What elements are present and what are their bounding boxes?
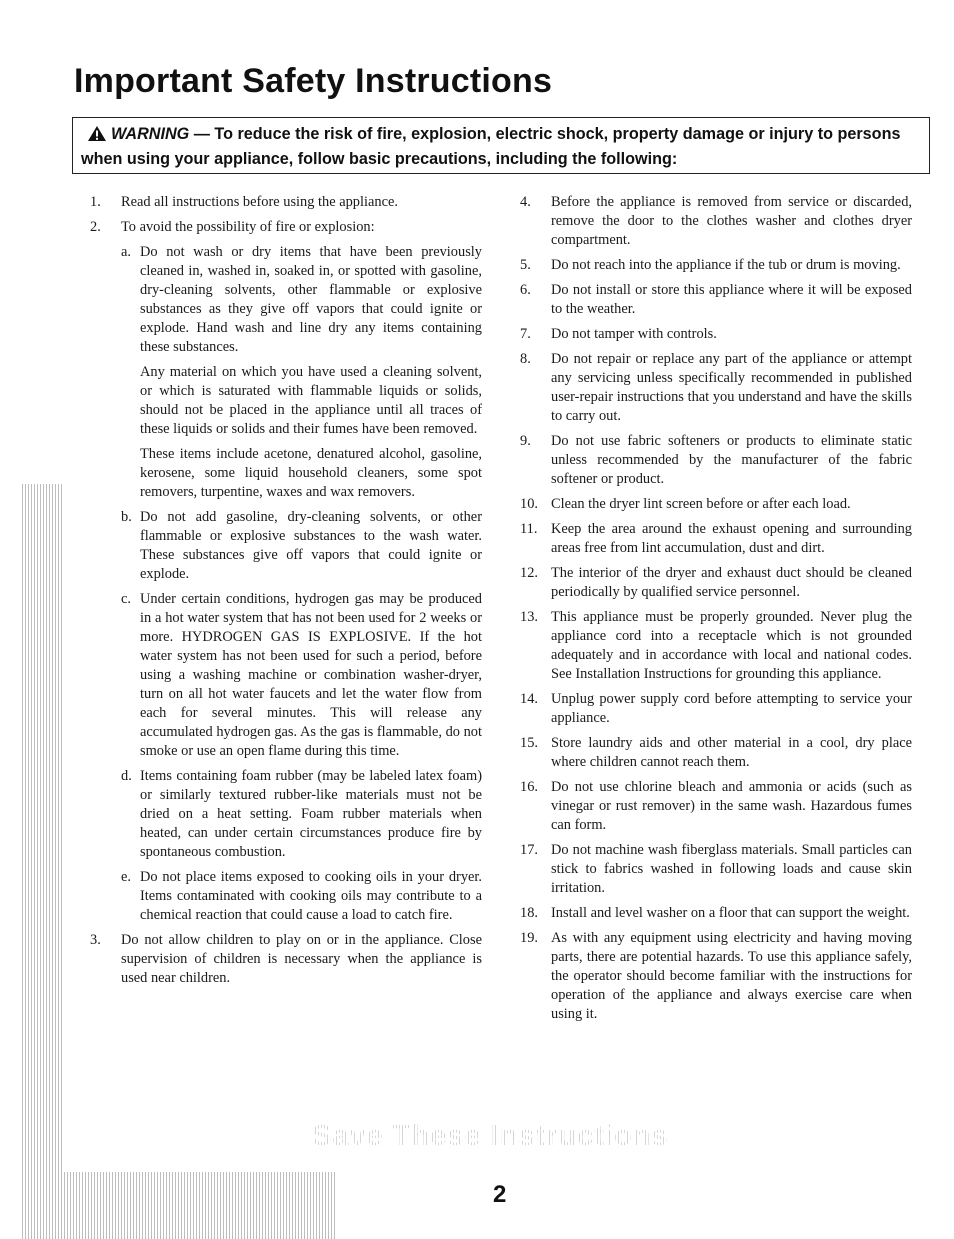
list-item (520, 350, 912, 426)
item-number: 12. (520, 565, 538, 581)
item-number: 13. (520, 609, 538, 625)
item-number: 14. (520, 691, 538, 707)
right-column (520, 193, 912, 1030)
sub-item (90, 590, 482, 761)
item-number: 18. (520, 905, 538, 921)
list-item (520, 256, 912, 275)
list-item (520, 929, 912, 1024)
item-text: Do not reach into the appliance if the tub or drum is moving. (551, 257, 901, 273)
item-text: The interior of the dryer and exhaust duct should be cleaned periodically by qualified service personnel. (551, 565, 912, 600)
sub-item-text: Do not wash or dry items that have been previously cleaned in, washed in, soaked in, or spotted with gasoline, dry-cleaning solvents, other flammable or explosive substances as they give off vapors that could ignite or explode. Hand wash and line dry any items containing these substances. (140, 244, 482, 355)
sub-item (90, 243, 482, 357)
sub-item-letter: a. (121, 244, 131, 260)
list-item (520, 778, 912, 835)
item-number: 7. (520, 326, 531, 342)
sub-item (90, 767, 482, 862)
sub-item (90, 508, 482, 584)
list-item (520, 432, 912, 489)
item-text: Do not allow children to play on or in the appliance. Close supervision of children is necessary when the appliance is used near children. (121, 932, 482, 986)
warning-triangle-icon (87, 125, 107, 148)
save-instructions-banner: Save These Instructions (312, 1120, 669, 1152)
list-item (520, 690, 912, 728)
item-number: 3. (90, 932, 101, 948)
item-number: 19. (520, 930, 538, 946)
decorative-hatch-corner (22, 1172, 336, 1239)
item-text: Clean the dryer lint screen before or after each load. (551, 496, 851, 512)
sub-item-letter: c. (121, 591, 131, 607)
item-number: 5. (520, 257, 531, 273)
list-item (520, 281, 912, 319)
list-item (520, 841, 912, 898)
item-text: Do not install or store this appliance where it will be exposed to the weather. (551, 282, 912, 317)
item-text: Store laundry aids and other material in a cool, dry place where children cannot reach them. (551, 735, 912, 770)
sub-item-text: Items containing foam rubber (may be labeled latex foam) or similarly textured rubber-like materials must not be dried on a heat setting. Foam rubber materials when heated, can under certain circumstances produce fire by spontaneous combustion. (140, 768, 482, 860)
warning-label: WARNING (111, 125, 190, 143)
item-text: Do not repair or replace any part of the appliance or attempt any servicing unless specifically recommended in published user-repair instructions that you understand and have the skills to carry out. (551, 351, 912, 424)
list-item (520, 495, 912, 514)
item-number: 1. (90, 194, 101, 210)
item-number: 6. (520, 282, 531, 298)
item-text: Do not use chlorine bleach and ammonia or acids (such as vinegar or rust remover) in the same wash. Hazardous fumes can form. (551, 779, 912, 833)
warning-text: — To reduce the risk of fire, explosion, electric shock, property damage or injury to persons when using your appliance, follow basic precautions, including the following: (81, 125, 901, 168)
item-text: This appliance must be properly grounded. Never plug the appliance cord into a receptacle which is not grounded adequately and in accordance with local and national codes. See Installation Instructions for grounding this appliance. (551, 609, 912, 682)
item-text: Do not tamper with controls. (551, 326, 717, 342)
list-item (520, 564, 912, 602)
item-number: 11. (520, 521, 538, 537)
item-number: 8. (520, 351, 531, 367)
item-number: 15. (520, 735, 538, 751)
list-item (90, 218, 482, 237)
item-text: Do not use fabric softeners or products to eliminate static unless recommended by the manufacturer of the fabric softener or product. (551, 433, 912, 487)
decorative-hatch-bar (22, 484, 63, 1239)
item-number: 2. (90, 219, 101, 235)
sub-item-text: Do not add gasoline, dry-cleaning solvents, or other flammable or explosive substances to the wash water. These substances give off vapors that could ignite or explode. (140, 509, 482, 582)
sub-item-letter: b. (121, 509, 132, 525)
item-number: 4. (520, 194, 531, 210)
item-text: Read all instructions before using the appliance. (121, 194, 398, 210)
item-number: 9. (520, 433, 531, 449)
paragraph: Any material on which you have used a cleaning solvent, or which is saturated with flammable liquids or solids, should not be placed in the appliance until all traces of these liquids or solids and their fumes have been removed. (140, 364, 482, 437)
sub-item-letter: d. (121, 768, 132, 784)
item-text: Do not machine wash fiberglass materials. Small particles can stick to fabrics washed in following loads and cause skin irritation. (551, 842, 912, 896)
list-item (90, 193, 482, 212)
item-number: 16. (520, 779, 538, 795)
list-item (520, 193, 912, 250)
item-text: To avoid the possibility of fire or explosion: (121, 219, 375, 235)
list-item (520, 325, 912, 344)
left-column (90, 193, 482, 994)
warning-box (72, 117, 930, 174)
list-item (520, 520, 912, 558)
list-item (90, 931, 482, 988)
page-number: 2 (493, 1181, 507, 1208)
list-item (520, 734, 912, 772)
item-number: 17. (520, 842, 538, 858)
sub-item-text: Under certain conditions, hydrogen gas may be produced in a hot water system that has not been used for 2 weeks or more. HYDROGEN GAS IS EXPLOSIVE. If the hot water system has not been used for such a period, before using a washing machine or combination washer-dryer, turn on all hot water faucets and let the water flow from each for several minutes. This will release any accumulated hydrogen gas. As the gas is flammable, do not smoke or use an open flame during this time. (140, 591, 482, 759)
sub-item (90, 868, 482, 925)
item-number: 10. (520, 496, 538, 512)
item-text: Unplug power supply cord before attempting to service your appliance. (551, 691, 912, 726)
page-title: Important Safety Instructions (74, 62, 553, 100)
item-text: Install and level washer on a floor that can support the weight. (551, 905, 910, 921)
item-text: Keep the area around the exhaust opening and surrounding areas free from lint accumulation, dust and dirt. (551, 521, 912, 556)
list-item (520, 904, 912, 923)
item-text: Before the appliance is removed from service or discarded, remove the door to the clothes washer and clothes dryer compartment. (551, 194, 912, 248)
sub-item-text: Do not place items exposed to cooking oils in your dryer. Items contaminated with cooking oils may contribute to a chemical reaction that could cause a load to catch fire. (140, 869, 482, 923)
paragraph: These items include acetone, denatured alcohol, gasoline, kerosene, some liquid household cleaners, some spot removers, turpentine, waxes and wax removers. (140, 446, 482, 500)
list-item (520, 608, 912, 684)
item-text: As with any equipment using electricity and having moving parts, there are potential hazards. To use this appliance safely, the operator should become familiar with the instructions for operation of the appliance and always exercise care when using it. (551, 930, 912, 1022)
sub-item-letter: e. (121, 869, 131, 885)
